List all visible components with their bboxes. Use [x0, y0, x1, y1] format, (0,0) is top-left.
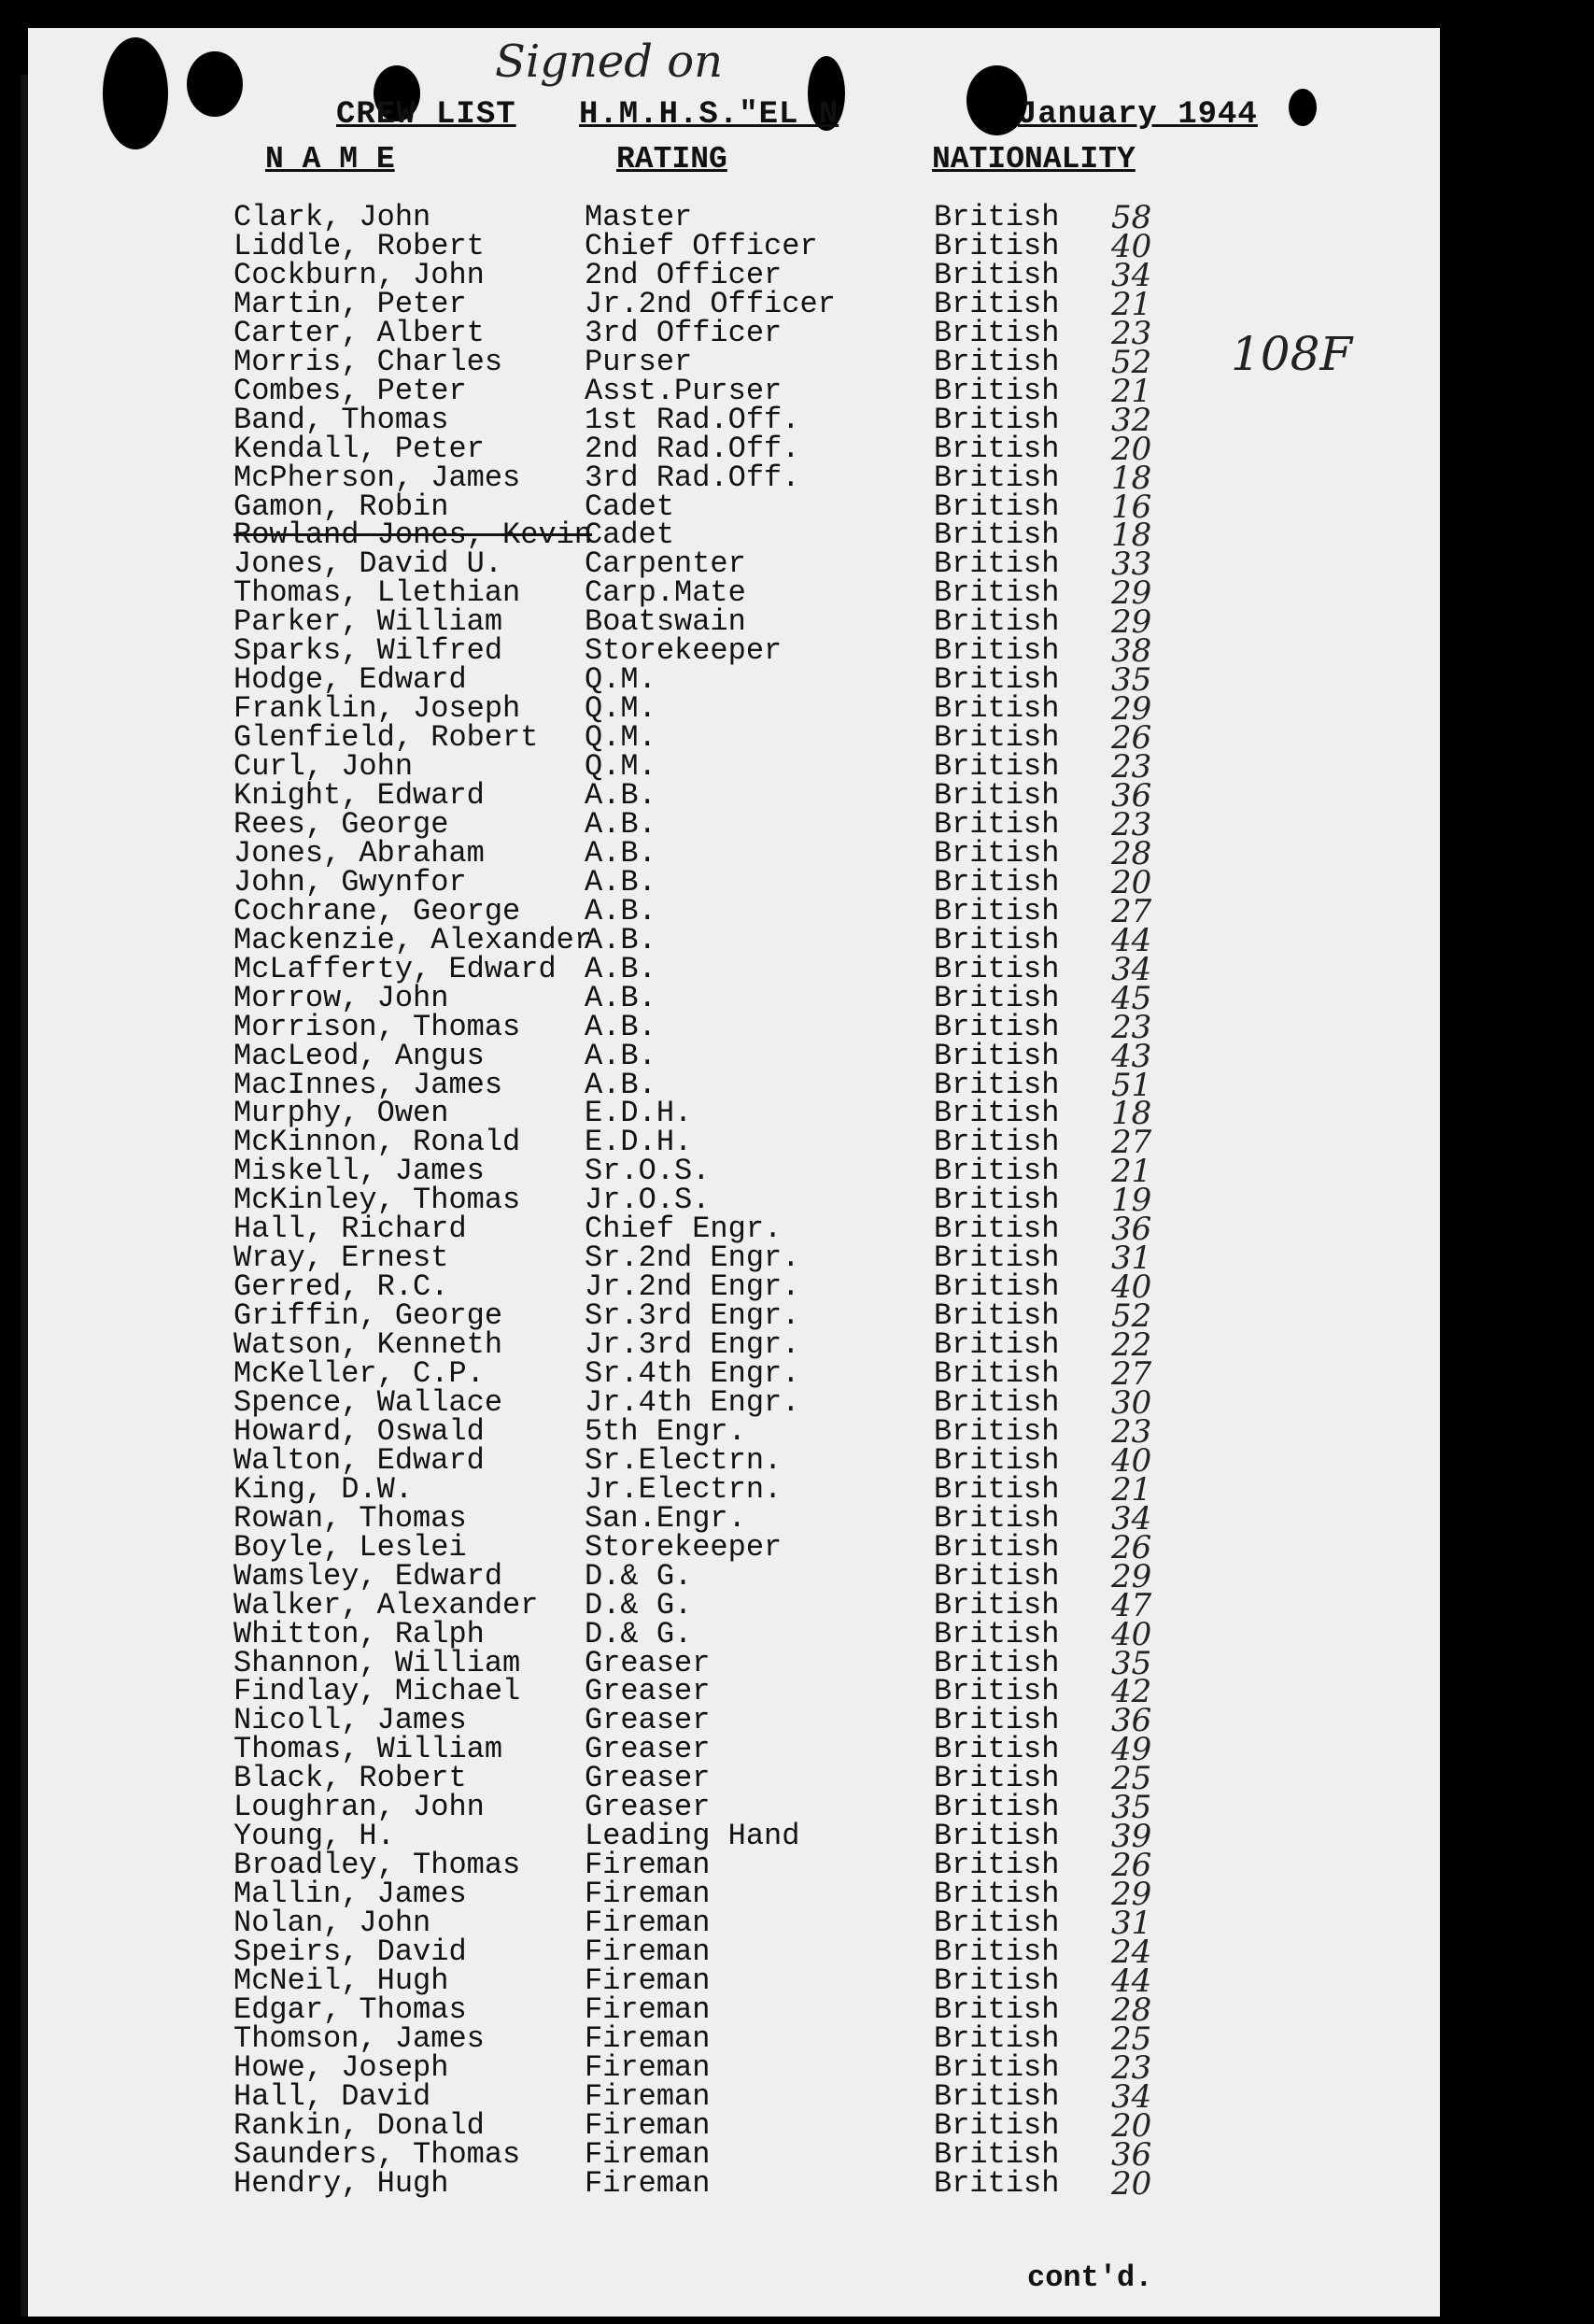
crew-nationality: British [934, 2049, 1060, 2085]
crew-nationality: British [934, 1645, 1060, 1680]
crew-age: 36 [1111, 777, 1152, 815]
crew-rating: A.B. [585, 835, 656, 871]
crew-nationality: British [934, 835, 1060, 871]
crew-rating: Fireman [585, 1991, 711, 2027]
crew-nationality: British [934, 1009, 1060, 1044]
crew-age: 23 [1111, 748, 1152, 786]
ink-blot [1289, 89, 1317, 126]
crew-name: Mallin, James [233, 1877, 467, 1912]
crew-rating: Jr.Electrn. [585, 1471, 783, 1507]
crew-nationality: British [934, 1848, 1060, 1883]
crew-rating: Sr.Electrn. [585, 1442, 783, 1478]
crew-age: 27 [1111, 1124, 1152, 1162]
crew-nationality: British [934, 2136, 1060, 2172]
crew-rating: Chief Officer [585, 228, 818, 263]
crew-name: Findlay, Michael [233, 1674, 521, 1709]
crew-nationality: British [934, 1558, 1060, 1594]
crew-rating: Boatswain [585, 604, 746, 640]
crew-nationality: British [934, 633, 1060, 669]
crew-nationality: British [934, 402, 1060, 437]
crew-age: 36 [1111, 1702, 1152, 1740]
crew-name: Rankin, Donald [233, 2107, 485, 2143]
crew-age: 34 [1111, 1499, 1152, 1538]
crew-rating: Fireman [585, 2020, 711, 2056]
crew-name: McKinley, Thomas [233, 1183, 521, 1218]
crew-name: Nicoll, James [233, 1703, 467, 1738]
crew-nationality: British [934, 951, 1060, 986]
crew-name: Rowland-Jones, Kevin [233, 517, 593, 553]
crew-name: McLafferty, Edward [233, 951, 557, 986]
crew-age: 51 [1111, 1066, 1152, 1104]
crew-rating: A.B. [585, 951, 656, 986]
crew-name: Mackenzie, Alexander [233, 922, 593, 957]
side-annotation: 108F [1231, 327, 1353, 381]
crew-nationality: British [934, 460, 1060, 495]
crew-nationality: British [934, 1877, 1060, 1912]
list-date: January 1944 [1018, 97, 1258, 133]
crew-nationality: British [934, 1442, 1060, 1478]
crew-age: 35 [1111, 661, 1152, 700]
crew-age: 34 [1111, 950, 1152, 988]
crew-nationality: British [934, 1154, 1060, 1189]
crew-name: Jones, David U. [233, 546, 503, 582]
crew-age: 36 [1111, 2135, 1152, 2174]
crew-nationality: British [934, 315, 1060, 350]
crew-rating: Sr.O.S. [585, 1154, 711, 1189]
crew-rating: Carpenter [585, 546, 746, 582]
crew-rating: Sr.4th Engr. [585, 1356, 800, 1391]
crew-rating: Jr.4th Engr. [585, 1384, 800, 1420]
crew-rating: Fireman [585, 2049, 711, 2085]
crew-nationality: British [934, 980, 1060, 1015]
crew-age: 58 [1111, 199, 1152, 236]
crew-rating: Greaser [585, 1790, 711, 1825]
crew-age: 35 [1111, 1789, 1152, 1827]
crew-rating: 2nd Officer [585, 257, 783, 292]
crew-name: Walton, Edward [233, 1442, 485, 1478]
crew-age: 43 [1111, 1037, 1152, 1075]
crew-rating: 1st Rad.Off. [585, 402, 800, 437]
crew-name: McNeil, Hugh [233, 1963, 449, 1998]
crew-name: Morris, Charles [233, 344, 503, 379]
crew-age: 26 [1111, 1528, 1152, 1566]
crew-rating: Master [585, 200, 693, 234]
crew-name: Thomas, Llethian [233, 575, 521, 611]
crew-name: MacInnes, James [233, 1067, 503, 1102]
crew-nationality: British [934, 1963, 1060, 1998]
crew-nationality: British [934, 604, 1060, 640]
crew-rating: Greaser [585, 1761, 711, 1796]
crew-rating: 2nd Rad.Off. [585, 431, 800, 466]
crew-nationality: British [934, 1616, 1060, 1651]
crew-rating: Q.M. [585, 720, 656, 756]
crew-rating: Greaser [585, 1645, 711, 1680]
crew-name: Wamsley, Edward [233, 1558, 503, 1594]
crew-rating: 5th Engr. [585, 1413, 746, 1449]
crew-age: 44 [1111, 1962, 1152, 2000]
crew-rating: E.D.H. [585, 1125, 693, 1160]
crew-rating: Cadet [585, 489, 675, 524]
crew-nationality: British [934, 922, 1060, 957]
crew-age: 23 [1111, 314, 1152, 352]
crew-name: Hendry, Hugh [233, 2165, 449, 2201]
crew-nationality: British [934, 1934, 1060, 1969]
crew-age: 49 [1111, 1731, 1152, 1769]
crew-nationality: British [934, 1327, 1060, 1363]
crew-name: Young, H. [233, 1819, 395, 1854]
crew-name: Black, Robert [233, 1761, 467, 1796]
crew-age: 28 [1111, 834, 1152, 872]
crew-nationality: British [934, 373, 1060, 408]
crew-name: Hall, David [233, 2078, 431, 2114]
crew-rating: Q.M. [585, 691, 656, 727]
crew-rating: Asst.Purser [585, 373, 783, 408]
crew-nationality: British [934, 1356, 1060, 1391]
signed-on-annotation: Signed on [495, 35, 724, 88]
crew-rating: D.& G. [585, 1558, 693, 1594]
crew-name: Jones, Abraham [233, 835, 485, 871]
crew-nationality: British [934, 1384, 1060, 1420]
crew-name: Walker, Alexander [233, 1587, 539, 1623]
crew-age: 32 [1111, 401, 1152, 439]
crew-age: 21 [1111, 1153, 1152, 1191]
crew-nationality: British [934, 286, 1060, 321]
crew-rating: Fireman [585, 2107, 711, 2143]
crew-name: Murphy, Owen [233, 1096, 449, 1131]
crew-age: 19 [1111, 1182, 1152, 1220]
crew-age: 21 [1111, 285, 1152, 323]
crew-age: 23 [1111, 2048, 1152, 2087]
crew-name: Curl, John [233, 749, 414, 785]
crew-nationality: British [934, 1038, 1060, 1073]
crew-name: Glenfield, Robert [233, 720, 539, 756]
crew-age: 25 [1111, 2019, 1152, 2058]
crew-nationality: British [934, 691, 1060, 727]
crew-rating: Storekeeper [585, 633, 783, 669]
crew-age: 40 [1111, 1615, 1152, 1653]
crew-name: Carter, Albert [233, 315, 485, 350]
crew-rating: D.& G. [585, 1616, 693, 1651]
crew-nationality: British [934, 2020, 1060, 2056]
crew-nationality: British [934, 1096, 1060, 1131]
crew-rating: A.B. [585, 1067, 656, 1102]
crew-nationality: British [934, 720, 1060, 756]
crew-name: Rowan, Thomas [233, 1500, 467, 1536]
crew-name: Hall, Richard [233, 1212, 467, 1247]
crew-rating: Chief Engr. [585, 1212, 783, 1247]
crew-name: Gamon, Robin [233, 489, 449, 524]
crew-name: Franklin, Joseph [233, 691, 521, 727]
crew-nationality: British [934, 200, 1060, 234]
crew-rating: 3rd Rad.Off. [585, 460, 800, 495]
crew-age: 24 [1111, 1934, 1152, 1971]
crew-age: 29 [1111, 1876, 1152, 1914]
crew-nationality: British [934, 1819, 1060, 1854]
crew-age: 18 [1111, 517, 1152, 555]
crew-age: 31 [1111, 1240, 1152, 1278]
crew-rating: Sr.3rd Engr. [585, 1298, 800, 1334]
crew-rating: Jr.2nd Engr. [585, 1269, 800, 1305]
crew-age: 31 [1111, 1905, 1152, 1943]
crew-age: 22 [1111, 1326, 1152, 1365]
crew-rating: A.B. [585, 980, 656, 1015]
crew-rating: Q.M. [585, 662, 656, 698]
crew-rating: Storekeeper [585, 1529, 783, 1565]
crew-name: Cockburn, John [233, 257, 485, 292]
crew-rating: Cadet [585, 517, 675, 553]
crew-age: 20 [1111, 2164, 1152, 2203]
crew-age: 23 [1111, 805, 1152, 843]
crew-rating: D.& G. [585, 1587, 693, 1623]
crew-name: Thomas, William [233, 1732, 503, 1767]
crew-age: 26 [1111, 1847, 1152, 1885]
crew-nationality: British [934, 1298, 1060, 1334]
crew-rating: Fireman [585, 1848, 711, 1883]
crew-nationality: British [934, 806, 1060, 842]
crew-nationality: British [934, 1125, 1060, 1160]
crew-nationality: British [934, 1991, 1060, 2027]
crew-age: 26 [1111, 719, 1152, 758]
crew-rating: Jr.O.S. [585, 1183, 711, 1218]
crew-age: 40 [1111, 1268, 1152, 1307]
crew-age: 34 [1111, 2077, 1152, 2116]
crew-rating: Leading Hand [585, 1819, 800, 1854]
crew-age: 35 [1111, 1644, 1152, 1682]
crew-name: Miskell, James [233, 1154, 485, 1189]
crew-nationality: British [934, 1269, 1060, 1305]
crew-age: 42 [1111, 1673, 1152, 1711]
crew-name: Watson, Kenneth [233, 1327, 503, 1363]
crew-age: 25 [1111, 1760, 1152, 1798]
crew-age: 38 [1111, 632, 1152, 671]
crew-name: Knight, Edward [233, 778, 485, 813]
crew-age: 23 [1111, 1008, 1152, 1046]
crew-age: 52 [1111, 343, 1152, 381]
crew-name: Morrow, John [233, 980, 449, 1015]
crew-rating: Fireman [585, 1877, 711, 1912]
crew-rating: 3rd Officer [585, 315, 783, 350]
crew-nationality: British [934, 1790, 1060, 1825]
ink-blot [187, 51, 243, 117]
crew-list-title: CREW LIST [336, 97, 516, 133]
crew-name: McPherson, James [233, 460, 521, 495]
crew-rating: Jr.2nd Officer [585, 286, 836, 321]
crew-nationality: British [934, 749, 1060, 785]
crew-age: 21 [1111, 372, 1152, 410]
crew-nationality: British [934, 1240, 1060, 1276]
crew-nationality: British [934, 1529, 1060, 1565]
page-shadow [21, 75, 28, 2317]
crew-age: 20 [1111, 863, 1152, 901]
crew-age: 21 [1111, 1470, 1152, 1509]
crew-nationality: British [934, 1212, 1060, 1247]
crew-rating: A.B. [585, 1038, 656, 1073]
crew-age: 29 [1111, 690, 1152, 729]
crew-rating: Fireman [585, 1934, 711, 1969]
crew-name: Parker, William [233, 604, 503, 640]
column-header-name: N A M E [265, 142, 395, 177]
crew-age: 27 [1111, 892, 1152, 930]
crew-nationality: British [934, 1703, 1060, 1738]
crew-nationality: British [934, 1471, 1060, 1507]
crew-nationality: British [934, 546, 1060, 582]
crew-rating: Fireman [585, 2078, 711, 2114]
crew-rating: San.Engr. [585, 1500, 746, 1536]
crew-nationality: British [934, 2078, 1060, 2114]
crew-age: 27 [1111, 1355, 1152, 1393]
crew-age: 29 [1111, 1557, 1152, 1595]
crew-rating: Purser [585, 344, 693, 379]
crew-age: 29 [1111, 574, 1152, 613]
crew-name: Rees, George [233, 806, 449, 842]
crew-rating: A.B. [585, 806, 656, 842]
crew-name: Kendall, Peter [233, 431, 485, 466]
crew-age: 18 [1111, 1095, 1152, 1133]
crew-name: Band, Thomas [233, 402, 449, 437]
crew-nationality: British [934, 489, 1060, 524]
crew-age: 23 [1111, 1412, 1152, 1451]
crew-nationality: British [934, 1674, 1060, 1709]
crew-name: Martin, Peter [233, 286, 467, 321]
crew-name: Howard, Oswald [233, 1413, 485, 1449]
crew-name: Morrison, Thomas [233, 1009, 521, 1044]
crew-rating: A.B. [585, 922, 656, 957]
crew-name: Cochrane, George [233, 893, 521, 928]
crew-age: 29 [1111, 603, 1152, 642]
crew-name: Boyle, Leslei [233, 1529, 467, 1565]
crew-nationality: British [934, 1906, 1060, 1941]
crew-age: 34 [1111, 256, 1152, 294]
crew-nationality: British [934, 2107, 1060, 2143]
crew-rating: Fireman [585, 1906, 711, 1941]
crew-name: McKeller, C.P. [233, 1356, 485, 1391]
crew-nationality: British [934, 344, 1060, 379]
crew-name: Loughran, John [233, 1790, 485, 1825]
crew-rating: Greaser [585, 1703, 711, 1738]
crew-nationality: British [934, 228, 1060, 263]
crew-name: Speirs, David [233, 1934, 467, 1969]
crew-name: Hodge, Edward [233, 662, 467, 698]
crew-nationality: British [934, 1732, 1060, 1767]
crew-age: 28 [1111, 1991, 1152, 2029]
crew-name: Howe, Joseph [233, 2049, 449, 2085]
crew-name: Wray, Ernest [233, 1240, 449, 1276]
crew-age: 36 [1111, 1211, 1152, 1249]
crew-nationality: British [934, 1587, 1060, 1623]
crew-rating: Greaser [585, 1732, 711, 1767]
crew-name: MacLeod, Angus [233, 1038, 485, 1073]
crew-rating: Fireman [585, 2136, 711, 2172]
crew-nationality: British [934, 517, 1060, 553]
crew-nationality: British [934, 662, 1060, 698]
crew-name: Thomson, James [233, 2020, 485, 2056]
column-header-rating: RATING [616, 142, 727, 177]
crew-age: 39 [1111, 1818, 1152, 1856]
crew-age: 44 [1111, 921, 1152, 959]
crew-name: Griffin, George [233, 1298, 503, 1334]
crew-rating: A.B. [585, 864, 656, 900]
crew-age: 20 [1111, 2106, 1152, 2145]
crew-nationality: British [934, 257, 1060, 292]
crew-rating: Jr.3rd Engr. [585, 1327, 800, 1363]
crew-rating: Fireman [585, 2165, 711, 2201]
crew-age: 40 [1111, 227, 1152, 265]
crew-age: 40 [1111, 1441, 1152, 1480]
crew-rating: A.B. [585, 1009, 656, 1044]
crew-rating: Fireman [585, 1963, 711, 1998]
crew-name: Nolan, John [233, 1906, 431, 1941]
crew-age: 45 [1111, 979, 1152, 1017]
crew-age: 52 [1111, 1297, 1152, 1336]
crew-name: Broadley, Thomas [233, 1848, 521, 1883]
crew-name: Shannon, William [233, 1645, 521, 1680]
crew-nationality: British [934, 1413, 1060, 1449]
crew-nationality: British [934, 893, 1060, 928]
crew-nationality: British [934, 778, 1060, 813]
crew-name: Liddle, Robert [233, 228, 485, 263]
crew-name: Edgar, Thomas [233, 1991, 467, 2027]
crew-nationality: British [934, 1183, 1060, 1218]
crew-name: Whitton, Ralph [233, 1616, 485, 1651]
crew-name: Sparks, Wilfred [233, 633, 503, 669]
crew-age: 16 [1111, 488, 1152, 526]
ink-blot [103, 37, 168, 149]
crew-nationality: British [934, 1761, 1060, 1796]
crew-age: 47 [1111, 1586, 1152, 1624]
crew-age: 20 [1111, 430, 1152, 468]
ship-name: H.M.H.S."EL N [579, 97, 839, 133]
crew-rating: Greaser [585, 1674, 711, 1709]
crew-name: King, D.W. [233, 1471, 414, 1507]
crew-nationality: British [934, 2165, 1060, 2201]
continued-note: cont'd. [1027, 2260, 1153, 2295]
column-header-nationality: NATIONALITY [932, 142, 1136, 177]
crew-rating: Carp.Mate [585, 575, 746, 611]
crew-age: 30 [1111, 1383, 1152, 1422]
crew-nationality: British [934, 575, 1060, 611]
crew-rating: A.B. [585, 893, 656, 928]
crew-nationality: British [934, 431, 1060, 466]
crew-name: Combes, Peter [233, 373, 467, 408]
crew-nationality: British [934, 1500, 1060, 1536]
crew-rating: E.D.H. [585, 1096, 693, 1131]
crew-name: Clark, John [233, 200, 431, 234]
crew-rating: Sr.2nd Engr. [585, 1240, 800, 1276]
crew-name: Gerred, R.C. [233, 1269, 449, 1305]
crew-rating: Q.M. [585, 749, 656, 785]
crew-nationality: British [934, 1067, 1060, 1102]
crew-name: Saunders, Thomas [233, 2136, 521, 2172]
crew-rating: A.B. [585, 778, 656, 813]
crew-name: John, Gwynfor [233, 864, 467, 900]
crew-age: 18 [1111, 459, 1152, 497]
crew-name: Spence, Wallace [233, 1384, 503, 1420]
crew-age: 33 [1111, 546, 1152, 584]
crew-name: McKinnon, Ronald [233, 1125, 521, 1160]
crew-nationality: British [934, 864, 1060, 900]
